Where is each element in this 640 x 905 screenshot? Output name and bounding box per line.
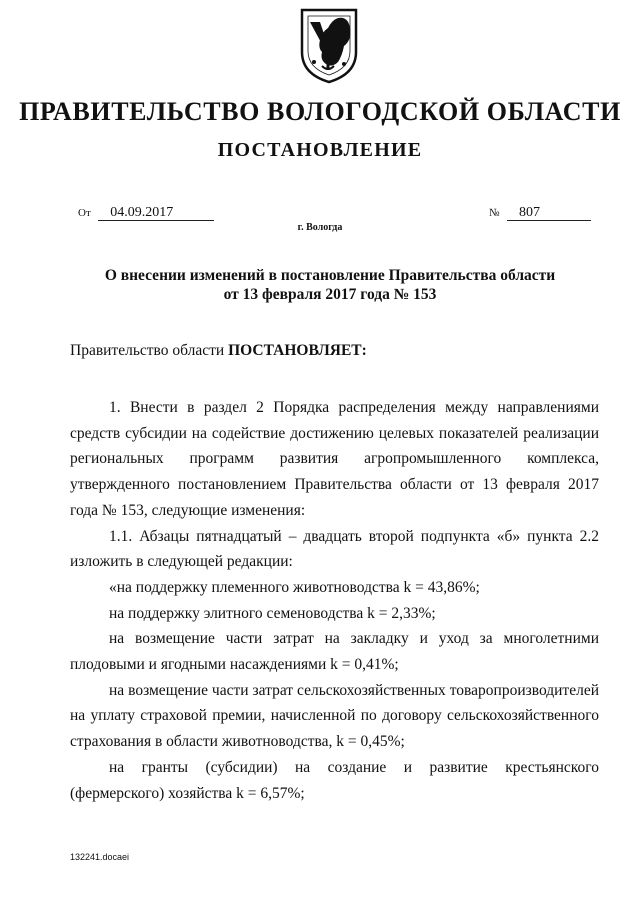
preamble-text: Правительство области: [70, 342, 229, 359]
paragraph-1-1: 1.1. Абзацы пятнадцатый – двадцать второй подпункта «б» пункта 2.2 изложить в следующей редакции:: [70, 527, 599, 571]
paragraph-grants: на гранты (субсидии) на создание и развитие крестьянского (фермерского) хозяйства k = 6,57%;: [70, 758, 599, 802]
document-type: ПОСТАНОВЛЕНИЕ: [217, 139, 423, 161]
paragraph-insurance: на возмещение части затрат сельскохозяйственных товаропроизводителей на уплату страховой премии, начисленной по договору сельскохозяйственного страхования в области животноводства, k = 0,45%;: [70, 681, 599, 751]
subject-line-2: от 13 февраля 2017 года № 153: [223, 286, 437, 303]
document-date: [78, 205, 214, 221]
document-number: [489, 205, 591, 221]
date-prefix: От: [78, 207, 91, 219]
date-value: 04.09.2017: [98, 205, 214, 221]
subject-line-1: О внесении изменений в постановление Правительства области: [104, 267, 556, 284]
paragraph-orchards: на возмещение части затрат на закладку и уход за многолетними плодовыми и ягодными насаждениями k = 0,41%;: [70, 630, 599, 674]
city-label: г. Вологда: [297, 222, 343, 233]
government-title: ПРАВИТЕЛЬСТВО ВОЛОГОДСКОЙ ОБЛАСТИ: [19, 97, 621, 126]
preamble-decree: ПОСТАНОВЛЯЕТ:: [228, 342, 367, 359]
preamble: [70, 342, 367, 360]
number-prefix: №: [489, 207, 500, 219]
coat-of-arms-icon: [298, 6, 360, 84]
paragraph-1: 1. Внести в раздел 2 Порядка распределения между направлениями средств субсидии на содействие достижению целевых показателей реализации региональных программ развития агропромышленного комплекса, утвержденного постановлением Правительства области от 13 февраля 2017 года № 153, следующие изменения:: [70, 399, 599, 519]
document-body: [70, 395, 599, 806]
paragraph-seeds: на поддержку элитного семеноводства k = 2,33%;: [109, 604, 436, 622]
number-value: 807: [507, 205, 591, 221]
document-subject: [70, 266, 590, 304]
file-code: 132241.docaei: [70, 852, 130, 862]
paragraph-breeding: «на поддержку племенного животноводства k = 43,86%;: [109, 578, 480, 596]
